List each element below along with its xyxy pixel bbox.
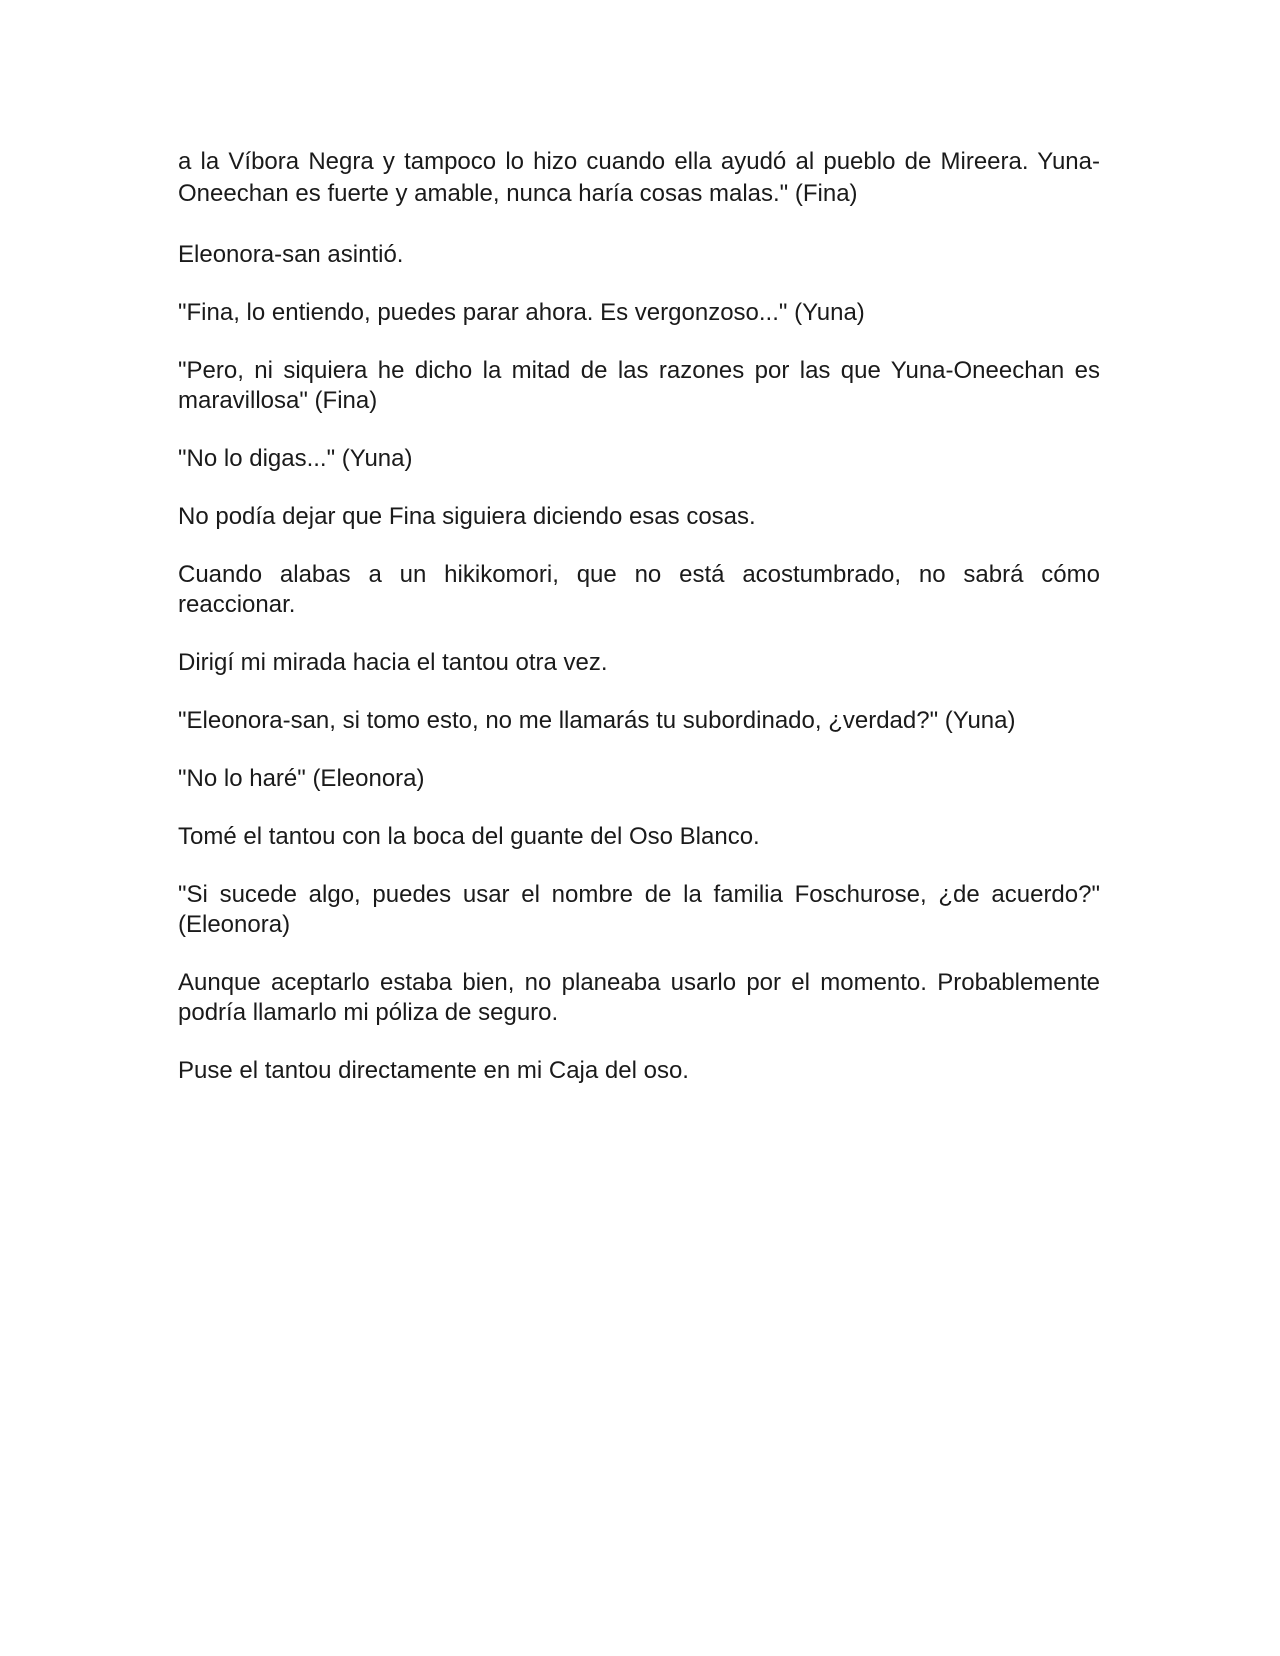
paragraph-8: Dirigí mi mirada hacia el tantou otra vez. xyxy=(178,649,608,676)
paragraph-1: a la Víbora Negra y tampoco lo hizo cuando ella ayudó al pueblo de Mireera. Yuna-Oneechan es fuerte y amable, nunca haría cosas malas." (Fina) xyxy=(178,148,1100,207)
paragraph-11: Tomé el tantou con la boca del guante del Oso Blanco. xyxy=(178,823,760,850)
paragraph-9: "Eleonora-san, si tomo esto, no me llamarás tu subordinado, ¿verdad?" (Yuna) xyxy=(178,707,1016,734)
paragraph-2: Eleonora-san asintió. xyxy=(178,241,404,268)
paragraph-5: "No lo digas..." (Yuna) xyxy=(178,445,413,472)
paragraph-13: Aunque aceptarlo estaba bien, no planeaba usarlo por el momento. Probablemente podría llamarlo mi póliza de seguro. xyxy=(178,969,1100,1026)
paragraph-7: Cuando alabas a un hikikomori, que no está acostumbrado, no sabrá cómo reaccionar. xyxy=(178,561,1100,618)
paragraph-6: No podía dejar que Fina siguiera diciendo esas cosas. xyxy=(178,503,756,530)
paragraph-4: "Pero, ni siquiera he dicho la mitad de las razones por las que Yuna-Oneechan es maravillosa" (Fina) xyxy=(178,357,1100,414)
paragraph-10: "No lo haré" (Eleonora) xyxy=(178,765,425,792)
paragraph-14: Puse el tantou directamente en mi Caja del oso. xyxy=(178,1057,689,1084)
paragraph-12: "Si sucede algo, puedes usar el nombre de la familia Foschurose, ¿de acuerdo?" (Eleonora) xyxy=(178,881,1100,938)
document-body xyxy=(178,146,1100,1114)
paragraph-3: "Fina, lo entiendo, puedes parar ahora. Es vergonzoso..." (Yuna) xyxy=(178,299,865,326)
